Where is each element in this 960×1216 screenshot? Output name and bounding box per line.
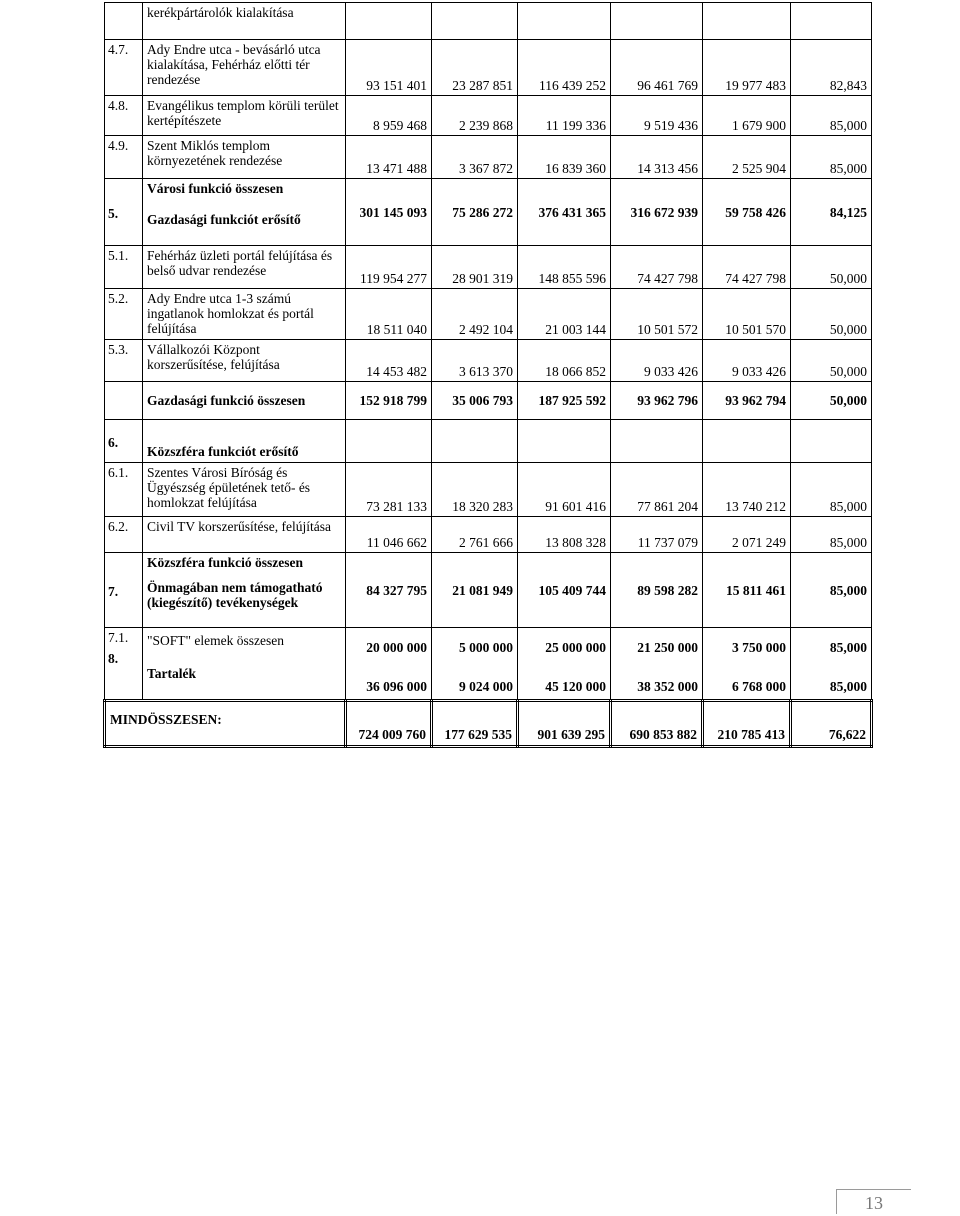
grand-total-label: MINDÖSSZESEN:	[105, 701, 346, 747]
page-number: 13	[836, 1189, 911, 1214]
value-cell: 152 918 799	[346, 382, 432, 420]
row-label: Közszféra funkciót erősítő	[143, 420, 346, 463]
value-cell-pair	[611, 628, 703, 701]
value-cell: 177 629 535	[432, 701, 518, 747]
value-cell: 96 461 769	[611, 40, 703, 96]
value-cell: 85,000	[791, 517, 872, 553]
value-cell: 25 000 000	[545, 639, 606, 655]
value-cell: 50,000	[791, 289, 872, 340]
value-cell: 59 758 426	[703, 179, 791, 246]
table-row	[105, 40, 872, 96]
row-label: Gazdasági funkció összesen	[143, 382, 346, 420]
value-cell: 45 120 000	[545, 678, 606, 694]
value-cell: 85,000	[791, 96, 872, 136]
row-label: Ady Endre utca 1-3 számú ingatlanok homlokzat és portál felújítása	[143, 289, 346, 340]
row-number: 4.9.	[105, 136, 143, 179]
value-cell-pair	[346, 628, 432, 701]
value-cell: 9 519 436	[611, 96, 703, 136]
value-cell: 15 811 461	[703, 553, 791, 628]
value-cell: 8 959 468	[346, 96, 432, 136]
table-row	[105, 517, 872, 553]
value-cell: 3 367 872	[432, 136, 518, 179]
value-cell: 2 525 904	[703, 136, 791, 179]
row-label-cell	[143, 628, 346, 701]
row-number-cell	[105, 628, 143, 701]
table-row	[105, 628, 872, 701]
value-cell: 11 199 336	[518, 96, 611, 136]
row-number: 5.2.	[105, 289, 143, 340]
value-cell: 21 003 144	[518, 289, 611, 340]
value-cell: 690 853 882	[611, 701, 703, 747]
value-cell: 13 808 328	[518, 517, 611, 553]
value-cell: 91 601 416	[518, 463, 611, 517]
row-number: 6.	[105, 420, 143, 463]
value-cell: 14 313 456	[611, 136, 703, 179]
value-cell: 35 006 793	[432, 382, 518, 420]
value-cell: 316 672 939	[611, 179, 703, 246]
value-cell-pair	[791, 628, 872, 701]
row-number: 5.	[105, 179, 143, 246]
value-cell: 14 453 482	[346, 340, 432, 382]
table-row	[105, 246, 872, 289]
value-cell	[346, 420, 432, 463]
row-number	[105, 382, 143, 420]
table-row	[105, 289, 872, 340]
value-cell: 74 427 798	[611, 246, 703, 289]
value-cell: 85,000	[829, 639, 867, 655]
row-label: Szent Miklós templom környezetének rendezése	[143, 136, 346, 179]
table-row	[105, 3, 872, 40]
value-cell: 2 239 868	[432, 96, 518, 136]
value-cell	[703, 3, 791, 40]
value-cell: 18 066 852	[518, 340, 611, 382]
value-cell: 116 439 252	[518, 40, 611, 96]
value-cell	[611, 420, 703, 463]
table-row	[105, 382, 872, 420]
table-row	[105, 463, 872, 517]
value-cell: 376 431 365	[518, 179, 611, 246]
row-number: 7.1.	[108, 630, 129, 645]
value-cell: 2 492 104	[432, 289, 518, 340]
row-number: 5.3.	[105, 340, 143, 382]
row-number: 5.1.	[105, 246, 143, 289]
value-cell: 85,000	[791, 463, 872, 517]
value-cell: 89 598 282	[611, 553, 703, 628]
value-cell	[703, 420, 791, 463]
value-cell: 2 761 666	[432, 517, 518, 553]
value-cell: 9 024 000	[459, 678, 513, 694]
value-cell: 93 151 401	[346, 40, 432, 96]
value-cell	[432, 3, 518, 40]
value-cell: 3 750 000	[732, 639, 786, 655]
value-cell: 10 501 572	[611, 289, 703, 340]
value-cell: 9 033 426	[611, 340, 703, 382]
row-number: 6.1.	[105, 463, 143, 517]
value-cell: 38 352 000	[637, 678, 698, 694]
row-label-cell	[143, 553, 346, 628]
row-label: kerékpártárolók kialakítása	[143, 3, 346, 40]
value-cell: 148 855 596	[518, 246, 611, 289]
row-label: Városi funkció összesen	[147, 181, 284, 196]
value-cell	[518, 3, 611, 40]
row-label: Evangélikus templom körüli terület kertépítészete	[143, 96, 346, 136]
value-cell: 50,000	[791, 246, 872, 289]
row-label: "SOFT" elemek összesen	[147, 633, 284, 648]
value-cell: 13 740 212	[703, 463, 791, 517]
value-cell: 19 977 483	[703, 40, 791, 96]
value-cell-pair	[703, 628, 791, 701]
value-cell: 16 839 360	[518, 136, 611, 179]
row-number-secondary: 8.	[108, 651, 119, 666]
table-row	[105, 136, 872, 179]
value-cell: 21 081 949	[432, 553, 518, 628]
row-number: 4.7.	[105, 40, 143, 96]
value-cell: 93 962 796	[611, 382, 703, 420]
value-cell: 20 000 000	[366, 639, 427, 655]
value-cell: 23 287 851	[432, 40, 518, 96]
value-cell: 75 286 272	[432, 179, 518, 246]
value-cell: 76,622	[791, 701, 872, 747]
value-cell	[791, 3, 872, 40]
value-cell	[432, 420, 518, 463]
value-cell: 105 409 744	[518, 553, 611, 628]
row-number: 6.2.	[105, 517, 143, 553]
row-label: Szentes Városi Bíróság és Ügyészség épületének tető- és homlokzat felújítása	[143, 463, 346, 517]
value-cell: 6 768 000	[732, 678, 786, 694]
value-cell: 85,000	[791, 553, 872, 628]
row-label: Közszféra funkció összesen	[147, 555, 303, 570]
value-cell: 93 962 794	[703, 382, 791, 420]
value-cell: 2 071 249	[703, 517, 791, 553]
table-row	[105, 179, 872, 246]
table-row	[105, 553, 872, 628]
value-cell: 82,843	[791, 40, 872, 96]
row-label-cell	[143, 179, 346, 246]
table-row	[105, 340, 872, 382]
value-cell	[611, 3, 703, 40]
value-cell: 5 000 000	[459, 639, 513, 655]
value-cell: 1 679 900	[703, 96, 791, 136]
value-cell: 11 737 079	[611, 517, 703, 553]
row-label: Civil TV korszerűsítése, felújítása	[143, 517, 346, 553]
budget-table	[103, 2, 873, 748]
value-cell: 301 145 093	[346, 179, 432, 246]
row-label: Vállalkozói Központ korszerűsítése, felújítása	[143, 340, 346, 382]
value-cell	[518, 420, 611, 463]
value-cell: 724 009 760	[346, 701, 432, 747]
value-cell: 9 033 426	[703, 340, 791, 382]
value-cell: 50,000	[791, 340, 872, 382]
row-label-secondary: Gazdasági funkciót erősítő	[147, 212, 301, 227]
value-cell: 21 250 000	[637, 639, 698, 655]
value-cell: 187 925 592	[518, 382, 611, 420]
value-cell: 85,000	[829, 678, 867, 694]
value-cell	[346, 3, 432, 40]
row-label-secondary: Tartalék	[147, 666, 197, 681]
value-cell-pair	[432, 628, 518, 701]
grand-total-row	[105, 701, 872, 747]
row-number: 4.8.	[105, 96, 143, 136]
value-cell: 3 613 370	[432, 340, 518, 382]
row-label: Fehérház üzleti portál felújítása és belső udvar rendezése	[143, 246, 346, 289]
value-cell: 84,125	[791, 179, 872, 246]
row-label-secondary: Önmagában nem támogatható (kiegészítő) tevékenységek	[147, 580, 323, 610]
value-cell: 210 785 413	[703, 701, 791, 747]
value-cell: 85,000	[791, 136, 872, 179]
row-number: 7.	[105, 553, 143, 628]
table-row	[105, 96, 872, 136]
row-number	[105, 3, 143, 40]
value-cell: 36 096 000	[366, 678, 427, 694]
value-cell: 74 427 798	[703, 246, 791, 289]
value-cell: 50,000	[791, 382, 872, 420]
value-cell: 84 327 795	[346, 553, 432, 628]
row-label: Ady Endre utca - bevásárló utca kialakítása, Fehérház előtti tér rendezése	[143, 40, 346, 96]
value-cell: 18 511 040	[346, 289, 432, 340]
value-cell: 901 639 295	[518, 701, 611, 747]
value-cell: 13 471 488	[346, 136, 432, 179]
value-cell: 11 046 662	[346, 517, 432, 553]
value-cell: 119 954 277	[346, 246, 432, 289]
value-cell	[791, 420, 872, 463]
value-cell-pair	[518, 628, 611, 701]
value-cell: 77 861 204	[611, 463, 703, 517]
value-cell: 18 320 283	[432, 463, 518, 517]
value-cell: 10 501 570	[703, 289, 791, 340]
value-cell: 73 281 133	[346, 463, 432, 517]
table-row	[105, 420, 872, 463]
value-cell: 28 901 319	[432, 246, 518, 289]
